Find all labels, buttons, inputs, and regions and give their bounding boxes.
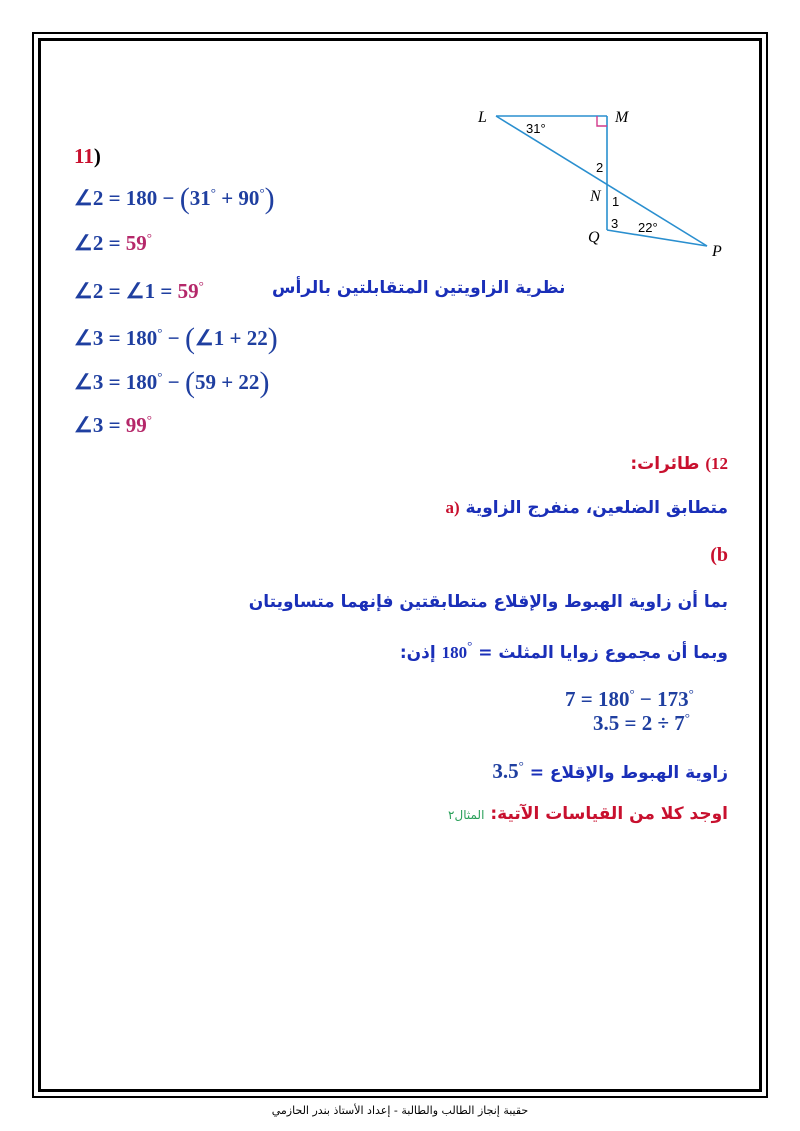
q11-number: 11) bbox=[74, 144, 101, 168]
label-M: M bbox=[615, 109, 629, 126]
label-Q: Q bbox=[588, 229, 600, 246]
angle-31: 31° bbox=[526, 121, 546, 136]
label-N: N bbox=[590, 188, 601, 205]
q12-b-line1: بما أن زاوية الهبوط والإقلاع متطابقتين فإنهما متساويتان bbox=[248, 592, 728, 612]
q12-b-label: (b bbox=[710, 544, 728, 566]
q12-result: زاوية الهبوط والإقلاع = 3.5° bbox=[492, 758, 728, 783]
angle-3: 3 bbox=[611, 216, 619, 231]
q12-b-line2: وبما أن مجموع زوايا المثلث = 180° إذن: bbox=[399, 638, 728, 663]
q12-calc1: 7 = 180° − 173° bbox=[565, 686, 694, 711]
find-measures-line: اوجد كلا من القياسات الآتية: المثال٢ bbox=[448, 804, 728, 824]
q12-calc2: 3.5 = 2 ÷ 7° bbox=[593, 710, 690, 735]
angle-22: 22° bbox=[638, 220, 658, 235]
label-P: P bbox=[712, 243, 722, 260]
page-footer: حقيبة إنجاز الطالب والطالبة - إعداد الأستاذ بندر الحازمي bbox=[271, 1104, 529, 1117]
triangle-figure bbox=[470, 100, 740, 265]
angle-2: 2 bbox=[596, 160, 604, 175]
q12-title: 12) طائرات: bbox=[630, 454, 728, 474]
angle-1: 1 bbox=[612, 194, 620, 209]
q11-line2: ∠2 = 59° bbox=[74, 230, 152, 255]
q11-line6: ∠3 = 99° bbox=[74, 412, 152, 437]
q12-a-line: a) متطابق الضلعين، منفرج الزاوية bbox=[445, 498, 728, 518]
q11-line4: ∠3 = 180° − (∠1 + 22) bbox=[74, 322, 278, 355]
q11-line3: ∠2 = ∠1 = 59° bbox=[74, 278, 204, 303]
right-angle-mark bbox=[597, 116, 607, 126]
label-L: L bbox=[478, 109, 487, 126]
q11-line5: ∠3 = 180° − (59 + 22) bbox=[74, 366, 270, 399]
example-reference-link[interactable]: المثال٢ bbox=[448, 808, 485, 822]
q11-line1: ∠2 = 180 − (31° + 90°) bbox=[74, 182, 275, 215]
theorem-text: نظرية الزاويتين المتقابلتين بالرأس bbox=[272, 278, 566, 298]
